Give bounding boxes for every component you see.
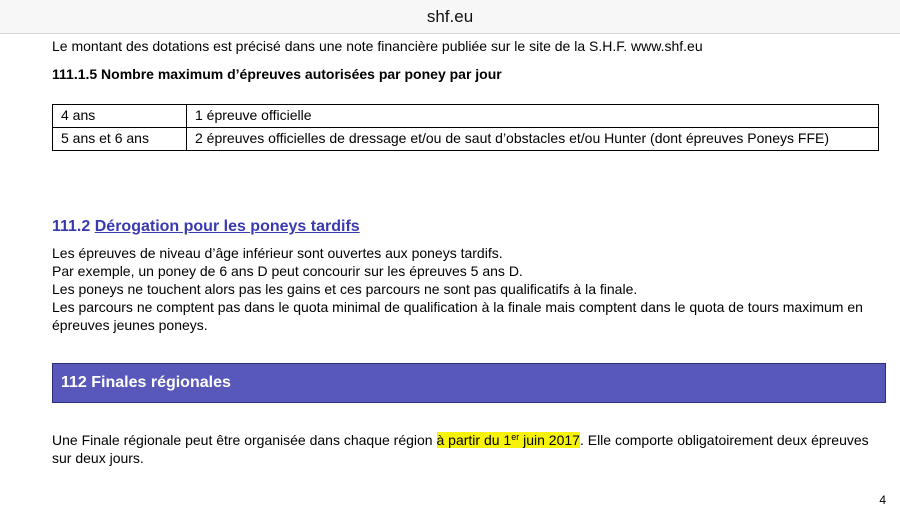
section-banner bbox=[52, 363, 886, 403]
table-cell-rule: 2 épreuves officielles de dressage et/ou de saut d’obstacles et/ou Hunter (dont épreuves Poneys FFE) bbox=[187, 128, 879, 151]
paragraph-line: Les parcours ne comptent pas dans le quota minimal de qualification à la finale mais comptent dans le quota de tours maximum en épreuves jeunes poneys. bbox=[52, 299, 863, 333]
banner-title: 112 Finales régionales bbox=[61, 374, 231, 391]
table-cell-age: 4 ans bbox=[53, 105, 187, 128]
paragraph-line: Les poneys ne touchent alors pas les gains et ces parcours ne sont pas qualificatifs à la finale. bbox=[52, 281, 638, 297]
date-superscript: er bbox=[511, 432, 520, 442]
date-text-end: juin 2017 bbox=[519, 432, 580, 448]
page-number: 4 bbox=[879, 493, 886, 507]
heading-number: 111.2 bbox=[52, 218, 91, 235]
highlighted-date bbox=[437, 432, 580, 448]
table-row bbox=[53, 105, 879, 128]
final-paragraph bbox=[52, 431, 888, 467]
intro-line: Le montant des dotations est précisé dans une note financière publiée sur le site de la S.H.F. www.shf.eu bbox=[52, 38, 703, 54]
heading-derogation bbox=[52, 217, 360, 237]
site-title: shf.eu bbox=[426, 6, 474, 26]
table-cell-rule: 1 épreuve officielle bbox=[187, 105, 879, 128]
heading-link[interactable]: Dérogation pour les poneys tardifs bbox=[94, 218, 360, 235]
date-text: à partir du 1 bbox=[436, 432, 512, 448]
paragraph-line: Les épreuves de niveau d’âge inférieur sont ouvertes aux poneys tardifs. bbox=[52, 245, 503, 261]
section-title: 111.1.5 Nombre maximum d’épreuves autorisées par poney par jour bbox=[52, 66, 502, 82]
age-table bbox=[52, 104, 879, 151]
final-text-start: Une Finale régionale peut être organisée dans chaque région bbox=[52, 432, 437, 448]
table-cell-age: 5 ans et 6 ans bbox=[53, 128, 187, 151]
derogation-paragraph bbox=[52, 244, 888, 334]
final-text-end: . Elle comporte obligatoirement deux épreuves sur deux jours. bbox=[52, 432, 869, 466]
browser-address-bar[interactable] bbox=[0, 0, 900, 34]
table-row bbox=[53, 128, 879, 151]
paragraph-line: Par exemple, un poney de 6 ans D peut concourir sur les épreuves 5 ans D. bbox=[52, 263, 523, 279]
